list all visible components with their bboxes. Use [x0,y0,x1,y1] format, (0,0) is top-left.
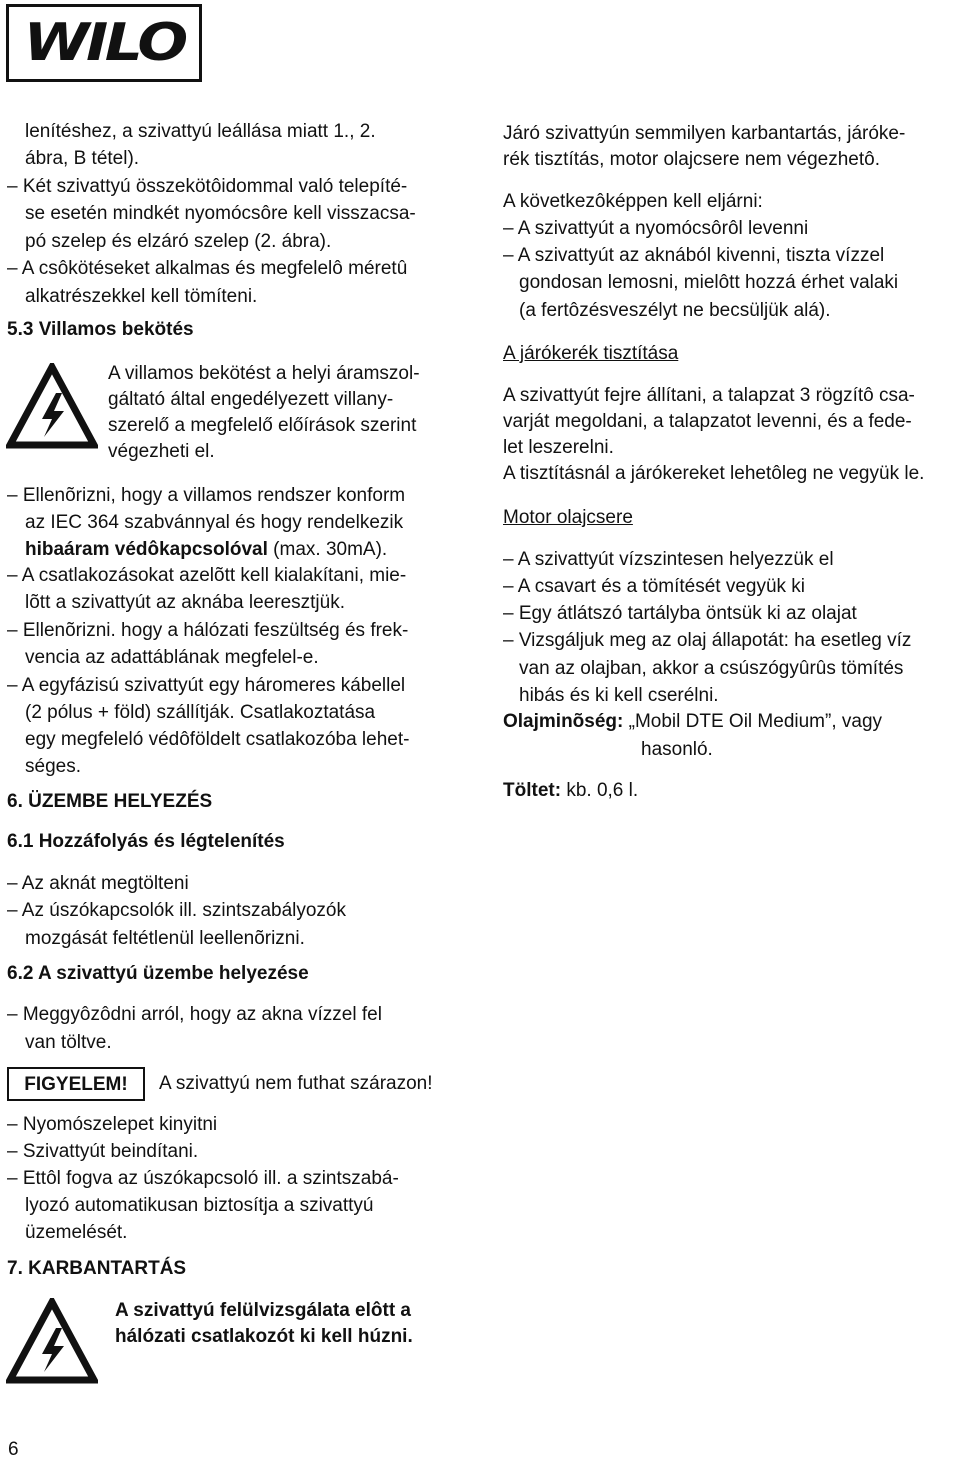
text-line: hibás és ki kell cserélni. [519,685,719,706]
text-line: üzemelését. [25,1222,128,1243]
text-line: let leszerelni. [503,437,614,458]
text-line: A szivattyút fejre állítani, a talapzat 3 rögzítô csa- [503,385,915,406]
text-line: – A szivattyút vízszintesen helyezzük el [503,549,834,570]
text-line: – Szivattyút beindítani. [7,1141,199,1162]
subheading-motor-oil: Motor olajcsere [503,507,633,528]
fill-quantity-line [503,777,638,804]
text-line: A következôképpen kell eljárni: [503,191,763,212]
text-line: Járó szivattyún semmilyen karbantartás, járóke- [503,123,906,144]
electrical-hazard-icon [6,363,98,449]
warning-label: FIGYELEM! [24,1073,128,1095]
section-heading-5-3: 5.3 Villamos bekötés [7,319,194,340]
text-line: – A csôkötéseket alkalmas és megfelelô méretû [7,258,408,279]
text-line: se esetén mindkét nyomócsôre kell visszacsa- [25,203,416,224]
oil-quality-label: Olajminõség: [503,711,624,732]
text-line: alkatrészekkel kell tömíteni. [25,286,258,307]
text-line: van töltve. [25,1032,112,1053]
text-line: – Egy átlátszó tartályba öntsük ki az olajat [503,603,857,624]
text-line: lõtt a szivattyút az aknába leeresztjük. [25,592,345,613]
text-line: – A csavart és a tömítését vegyük ki [503,576,806,597]
text-line: – Ettôl fogva az úszókapcsoló ill. a szintszabá- [7,1168,399,1189]
text-line: mozgását feltétlenül leellenõrizni. [25,928,305,949]
text-line: hasonló. [641,739,713,760]
text-line: egy megfeleló védôföldelt csatlakozóba lehet- [25,729,410,750]
text-line: hálózati csatlakozót ki kell húzni. [115,1326,413,1347]
text-line: lenítéshez, a szivattyú leállása miatt 1., 2. [25,121,376,142]
fill-quantity-label: Töltet: [503,780,562,801]
text-line: A szivattyú felülvizsgálata elôtt a [115,1300,411,1321]
text-line: – Ellenõrizni. hogy a hálózati feszültség és frek- [7,620,409,641]
text-line: rék tisztítás, motor olajcsere nem végezhetô. [503,149,880,170]
text-line: – Az úszókapcsolók ill. szintszabályozók [7,900,346,921]
section-heading-6: 6. ÜZEMBE HELYEZÉS [7,791,213,812]
text-line: gondosan lemosni, mielôtt hozzá érhet valaki [519,272,899,293]
oil-quality-line [503,708,882,735]
fill-quantity-value: kb. 0,6 l. [561,780,639,801]
text-line: pó szelep és elzáró szelep (2. ábra). [25,231,332,252]
emphasis-text: hibaáram védôkapcsolóval [25,539,268,560]
text-line: varját megoldani, a talapzatot levenni, és a fede- [503,411,912,432]
text-line: az IEC 364 szabvánnyal és hogy rendelkezik [25,512,404,533]
text-line: séges. [25,756,81,777]
electrical-hazard-icon [6,1298,98,1384]
text-line: – Két szivattyú összekötôidommal való telepíté- [7,176,408,197]
section-heading-6-1: 6.1 Hozzáfolyás és légtelenítés [7,831,285,852]
subheading-impeller-cleaning: A járókerék tisztítása [503,343,679,364]
text-line: – A szivattyút az aknából kivenni, tiszta vízzel [503,245,885,266]
text-line: – Meggyôzôdni arról, hogy az akna vízzel fel [7,1004,382,1025]
text-line: végezheti el. [108,441,215,462]
text-line: (2 pólus + föld) szállítják. Csatlakoztatása [25,702,376,723]
text-line: vencia az adattáblának megfelel-e. [25,647,319,668]
wilo-logo [6,4,202,82]
text-fragment: (max. 30mA). [267,539,388,560]
warning-box [7,1067,145,1101]
section-heading-6-2: 6.2 A szivattyú üzembe helyezése [7,963,309,984]
text-line: – Vizsgáljuk meg az olaj állapotát: ha esetleg víz [503,630,912,651]
text-line [25,536,387,563]
text-line: A tisztításnál a járókereket lehetôleg ne vegyük le. [503,463,925,484]
page-number: 6 [8,1439,19,1460]
section-heading-7: 7. KARBANTARTÁS [7,1258,187,1279]
warning-text: A szivattyú nem futhat szárazon! [159,1073,433,1094]
text-line: gáltató által engedélyezett villany- [108,389,394,410]
text-line: – Az aknát megtölteni [7,873,189,894]
oil-quality-value: „Mobil DTE Oil Medium”, vagy [623,711,883,732]
text-line: szerelő a megfelelő előírások szerint [108,415,417,436]
text-line: A villamos bekötést a helyi áramszol- [108,363,420,384]
logo-text: WILO [23,12,185,73]
text-line: lyozó automatikusan biztosítja a szivattyú [25,1195,374,1216]
text-line: ábra, B tétel). [25,148,140,169]
text-line: – Ellenõrizni, hogy a villamos rendszer konform [7,485,406,506]
text-line: – A egyfázisú szivattyút egy háromeres kábellel [7,675,406,696]
text-line: – A csatlakozásokat azelõtt kell kialakítani, mie- [7,565,407,586]
text-line: – A szivattyút a nyomócsôrôl levenni [503,218,809,239]
text-line: (a fertôzésveszélyt ne becsüljük alá). [519,300,831,321]
text-line: – Nyomószelepet kinyitni [7,1114,218,1135]
text-line: van az olajban, akkor a csúszógyûrûs tömítés [519,658,904,679]
